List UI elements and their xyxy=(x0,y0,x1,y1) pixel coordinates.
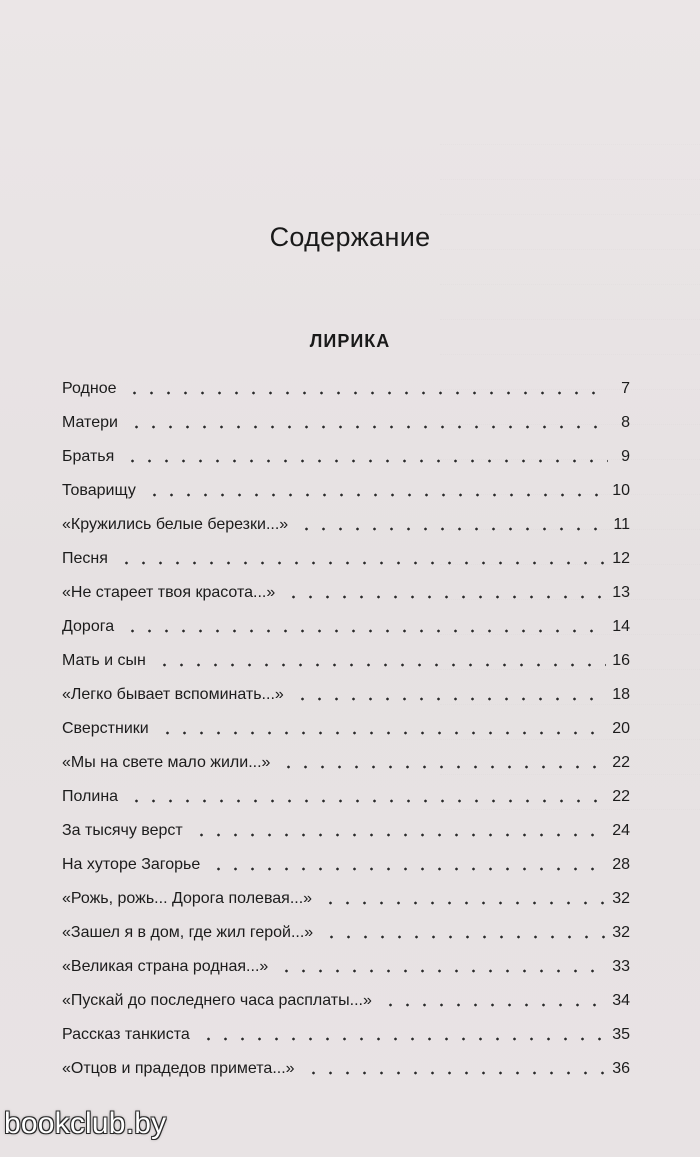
toc-entry-page-number: 13 xyxy=(612,584,630,601)
toc-entry-page-number: 8 xyxy=(621,414,630,431)
dot-leader xyxy=(142,492,606,498)
toc-entry-page-number: 7 xyxy=(621,380,630,397)
dot-leader xyxy=(124,798,606,804)
toc-entry xyxy=(62,944,630,978)
toc-entry-page-number: 32 xyxy=(612,890,630,907)
dot-leader xyxy=(319,934,606,940)
dot-leader xyxy=(318,900,606,906)
dot-leader xyxy=(274,968,606,974)
toc-entry-title: «Мы на свете мало жили...» xyxy=(62,754,271,771)
toc-entry-page-number: 24 xyxy=(612,822,630,839)
dot-leader xyxy=(124,424,608,430)
toc-entry-title: Дорога xyxy=(62,618,115,635)
toc-entry xyxy=(62,638,630,672)
toc-entry-page-number: 22 xyxy=(612,754,630,771)
toc-entry-title: Сверстники xyxy=(62,720,149,737)
toc-entry xyxy=(62,366,630,400)
toc-entry-page-number: 34 xyxy=(612,992,630,1009)
toc-entry-page-number: 18 xyxy=(612,686,630,703)
toc-entry xyxy=(62,468,630,502)
toc-entry-page-number: 35 xyxy=(612,1026,630,1043)
toc-entry-title: На хуторе Загорье xyxy=(62,856,201,873)
toc-entry xyxy=(62,400,630,434)
toc-entry xyxy=(62,740,630,774)
table-of-contents xyxy=(62,366,630,1080)
toc-entry xyxy=(62,604,630,638)
toc-entry-page-number: 10 xyxy=(612,482,630,499)
dot-leader xyxy=(155,730,606,736)
dot-leader xyxy=(114,560,606,566)
dot-leader xyxy=(206,866,606,872)
toc-entry-page-number: 32 xyxy=(612,924,630,941)
toc-entry xyxy=(62,774,630,808)
dot-leader xyxy=(189,832,606,838)
toc-entry-page-number: 20 xyxy=(612,720,630,737)
dot-leader xyxy=(196,1036,606,1042)
dot-leader xyxy=(120,628,606,634)
toc-entry xyxy=(62,434,630,468)
dot-leader xyxy=(281,594,606,600)
toc-entry xyxy=(62,1012,630,1046)
toc-entry xyxy=(62,536,630,570)
page-title: Содержание xyxy=(269,222,431,252)
toc-entry-title: Мать и сын xyxy=(62,652,146,669)
toc-entry-page-number: 33 xyxy=(612,958,630,975)
toc-entry-page-number: 28 xyxy=(612,856,630,873)
dot-leader xyxy=(301,1070,607,1076)
toc-entry-title: Рассказ танкиста xyxy=(62,1026,190,1043)
toc-entry-title: Братья xyxy=(62,448,115,465)
toc-entry-title: «Легко бывает вспоминать...» xyxy=(62,686,284,703)
toc-entry xyxy=(62,672,630,706)
toc-entry-page-number: 9 xyxy=(621,448,630,465)
dot-leader xyxy=(294,526,607,532)
toc-entry xyxy=(62,808,630,842)
toc-entry-title: Родное xyxy=(62,380,117,397)
toc-entry-title: За тысячу верст xyxy=(62,822,183,839)
dot-leader xyxy=(122,390,608,396)
toc-entry-page-number: 22 xyxy=(612,788,630,805)
toc-entry-title: «Великая страна родная...» xyxy=(62,958,269,975)
dot-leader xyxy=(120,458,608,464)
toc-entry-title: «Пускай до последнего часа расплаты...» xyxy=(62,992,372,1009)
dot-leader xyxy=(378,1002,606,1008)
toc-entry-title: «Не стареет твоя красота...» xyxy=(62,584,276,601)
toc-entry-title: «Рожь, рожь... Дорога полевая...» xyxy=(62,890,313,907)
toc-entry xyxy=(62,842,630,876)
toc-entry-title: Полина xyxy=(62,788,119,805)
toc-entry xyxy=(62,978,630,1012)
dot-leader xyxy=(290,696,606,702)
section-heading: ЛИРИКА xyxy=(309,331,391,351)
toc-entry-title: Песня xyxy=(62,550,108,567)
toc-entry xyxy=(62,910,630,944)
dot-leader xyxy=(276,764,606,770)
toc-entry xyxy=(62,706,630,740)
toc-entry xyxy=(62,876,630,910)
toc-entry xyxy=(62,570,630,604)
toc-entry-page-number: 11 xyxy=(613,516,630,533)
toc-entry-page-number: 16 xyxy=(612,652,630,669)
toc-entry-title: «Отцов и прадедов примета...» xyxy=(62,1060,295,1077)
watermark-logo: bookclub.by xyxy=(4,1107,167,1140)
toc-entry-page-number: 36 xyxy=(612,1060,630,1077)
toc-entry-title: «Зашел я в дом, где жил герой...» xyxy=(62,924,314,941)
toc-entry xyxy=(62,1046,630,1080)
toc-entry-title: «Кружились белые березки...» xyxy=(62,516,289,533)
toc-entry-title: Матери xyxy=(62,414,118,431)
toc-entry-page-number: 14 xyxy=(612,618,630,635)
toc-entry-page-number: 12 xyxy=(612,550,630,567)
toc-entry-title: Товарищу xyxy=(62,482,136,499)
dot-leader xyxy=(152,662,606,668)
toc-entry xyxy=(62,502,630,536)
